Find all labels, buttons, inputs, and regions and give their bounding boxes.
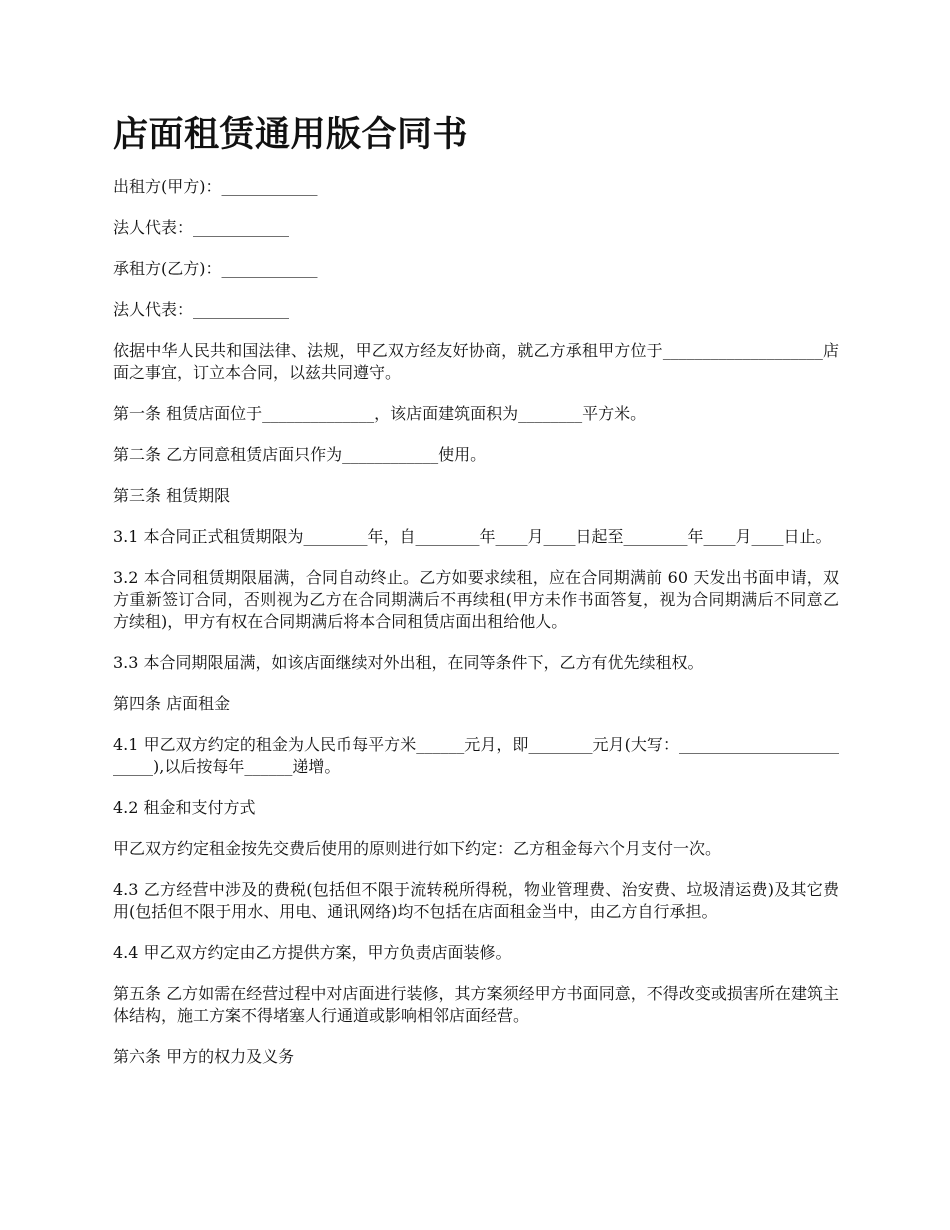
article-5: 第五条 乙方如需在经营过程中对店面进行装修，其方案须经甲方书面同意，不得改变或损害所在建筑主体结构，施工方案不得堵塞人行通道或影响相邻店面经营。 bbox=[113, 984, 839, 1025]
clause-4-3: 4.3 乙方经营中涉及的费税(包括但不限于流转税所得税，物业管理费、治安费、垃圾清运费)及其它费用(包括但不限于用水、用电、通讯网络)均不包括在店面租金当中，由乙方自行承担。 bbox=[113, 880, 839, 921]
preamble-paragraph: 依据中华人民共和国法律、法规，甲乙双方经友好协商，就乙方承租甲方位于____________________店面之事宜，订立本合同，以兹共同遵守。 bbox=[113, 341, 839, 382]
lessor-line: 出租方(甲方)：____________ bbox=[113, 177, 318, 196]
clause-4-2: 4.2 租金和支付方式 bbox=[113, 798, 256, 817]
article-1: 第一条 租赁店面位于______________，该店面建筑面积为________平方米。 bbox=[113, 404, 647, 423]
payment-terms-paragraph: 甲乙双方约定租金按先交费后使用的原则进行如下约定：乙方租金每六个月支付一次。 bbox=[113, 839, 722, 858]
clause-3-1: 3.1 本合同正式租赁期限为________年，自________年____月____日起至________年____月____日止。 bbox=[113, 527, 832, 546]
clause-4-4: 4.4 甲乙双方约定由乙方提供方案，甲方负责店面装修。 bbox=[113, 943, 512, 962]
article-6-heading: 第六条 甲方的权力及义务 bbox=[113, 1047, 295, 1066]
document-page bbox=[113, 112, 839, 1087]
lessor-representative-line: 法人代表：____________ bbox=[113, 218, 290, 237]
document-title: 店面租赁通用版合同书 bbox=[113, 115, 469, 155]
article-4-heading: 第四条 店面租金 bbox=[113, 694, 231, 713]
clause-3-3: 3.3 本合同期限届满，如该店面继续对外出租，在同等条件下，乙方有优先续租权。 bbox=[113, 653, 704, 672]
article-3-heading: 第三条 租赁期限 bbox=[113, 486, 231, 505]
lessee-line: 承租方(乙方)：____________ bbox=[113, 259, 318, 278]
clause-3-2: 3.2 本合同租赁期限届满，合同自动终止。乙方如要求续租，应在合同期满前 60 天发出书面申请，双方重新签订合同，否则视为乙方在合同期满后不再续租(甲方未作书面答复，视为合同期满后不同意乙方续租)，甲方有权在合同期满后将本合同租赁店面出租给他人。 bbox=[113, 568, 839, 631]
lessee-representative-line: 法人代表：____________ bbox=[113, 300, 290, 319]
article-2: 第二条 乙方同意租赁店面只作为____________使用。 bbox=[113, 445, 487, 464]
clause-4-1: 4.1 甲乙双方约定的租金为人民币每平方米______元月，即________元月(大写：_________________________),以后按每年______递增。 bbox=[113, 735, 839, 776]
